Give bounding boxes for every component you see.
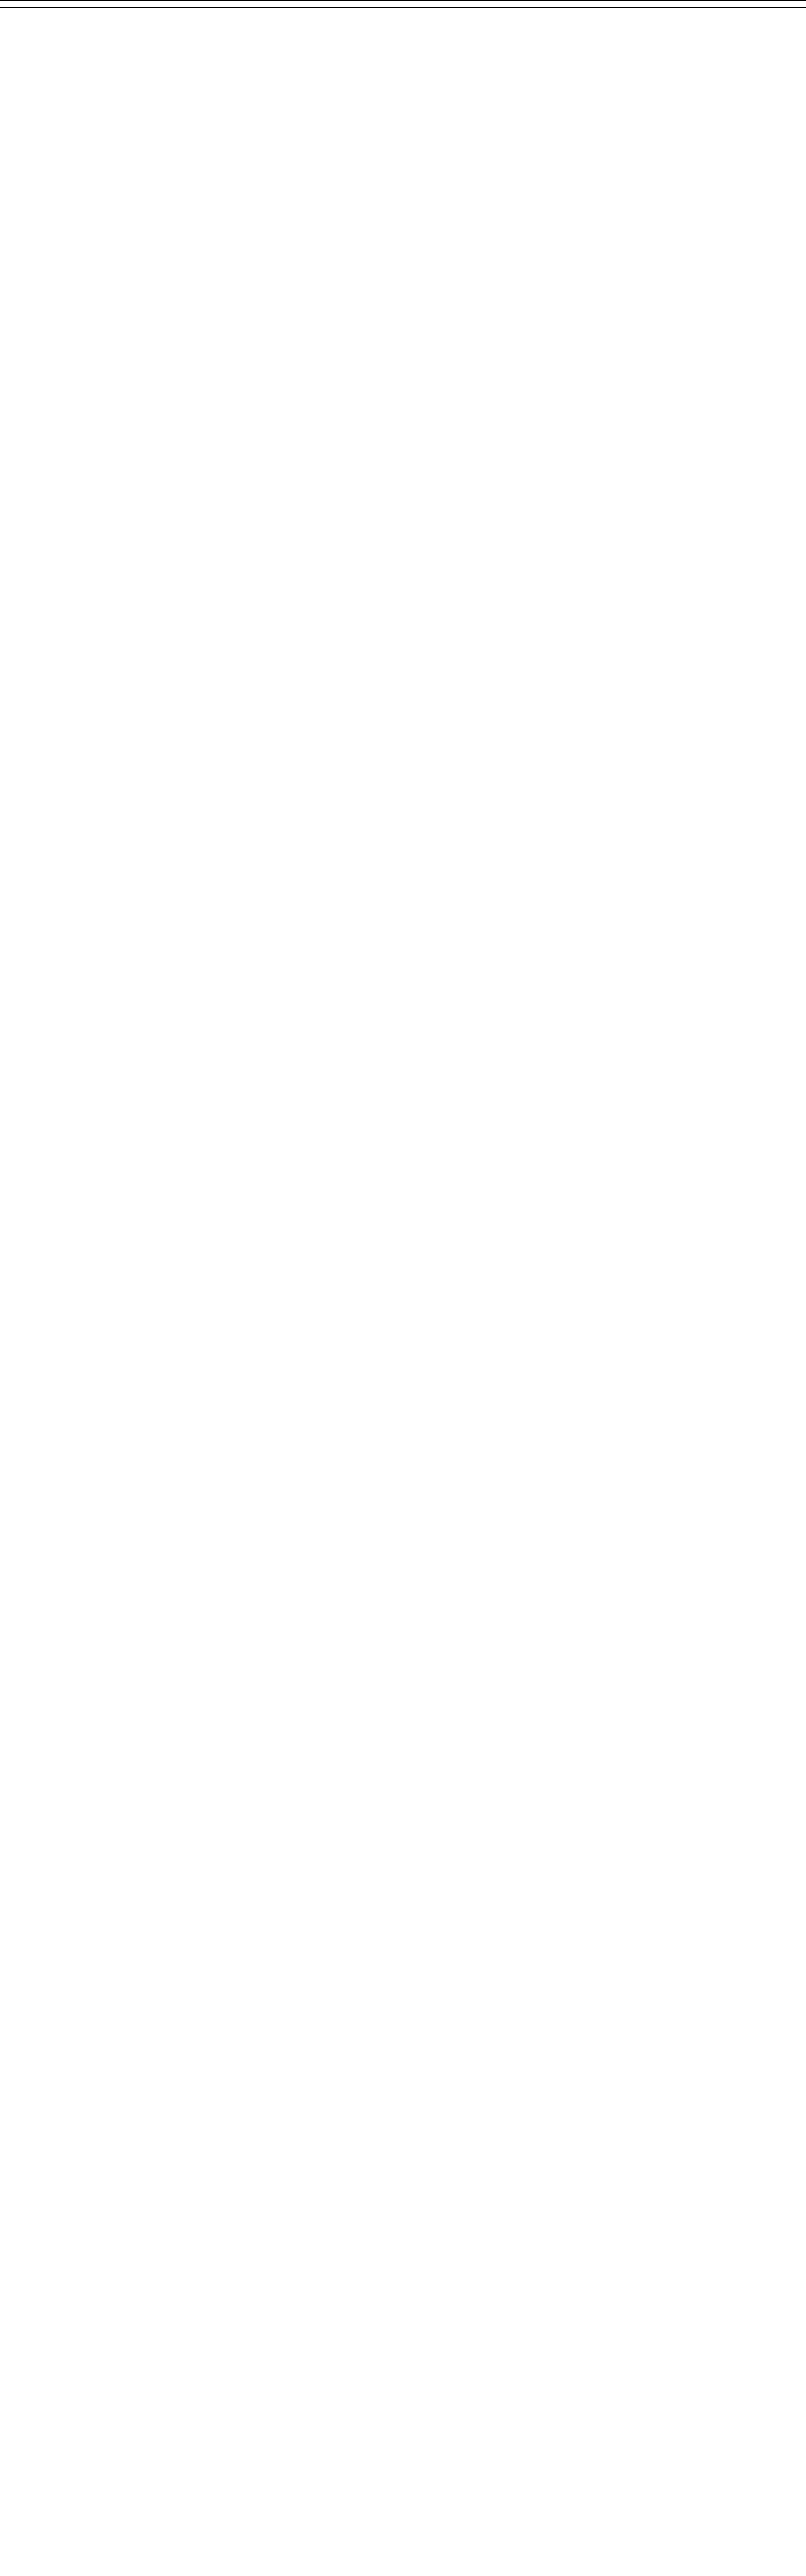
- footnote-rule: [0, 0, 806, 1]
